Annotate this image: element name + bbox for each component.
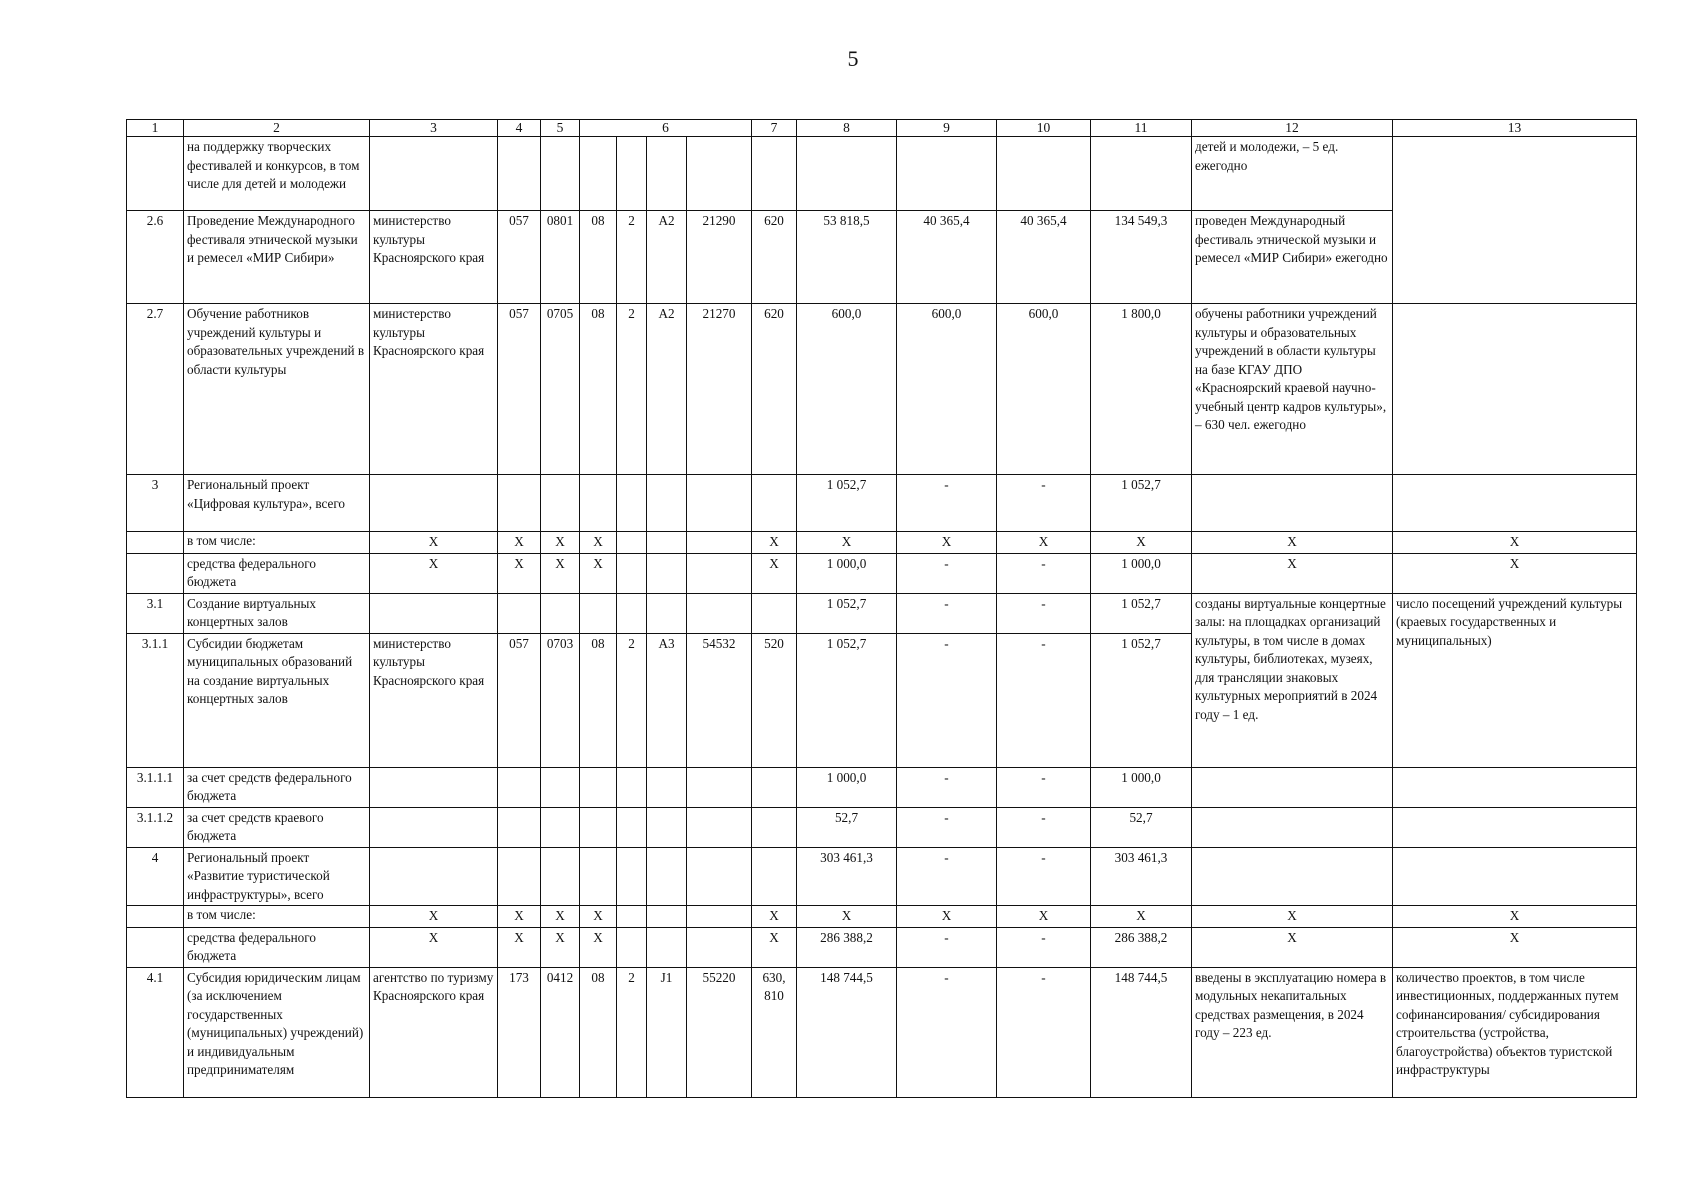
- table-row: [127, 807, 1637, 847]
- measure-name: в том числе:: [184, 906, 370, 928]
- amount-year-3: -: [997, 767, 1091, 807]
- executor: министерство культуры Красноярского края: [370, 211, 498, 304]
- x-mark: X: [752, 553, 797, 593]
- table-row: [127, 137, 1637, 211]
- csr-code-3: А2: [647, 211, 687, 304]
- amount-year-1: 148 744,5: [797, 967, 897, 1097]
- row-number: 2.7: [127, 304, 184, 475]
- measure-name: за счет средств краевого бюджета: [184, 807, 370, 847]
- amount-year-3: -: [997, 847, 1091, 906]
- amount-year-1: 52,7: [797, 807, 897, 847]
- grbs-code: 057: [498, 211, 541, 304]
- x-mark: X: [541, 553, 580, 593]
- table-row: [127, 967, 1637, 1097]
- rzpr-code: 0705: [541, 304, 580, 475]
- measure-name: Региональный проект «Цифровая культура», всего: [184, 475, 370, 532]
- row-number: 2.6: [127, 211, 184, 304]
- measure-name: Проведение Международного фестиваля этнической музыки и ремесел «МИР Сибири»: [184, 211, 370, 304]
- x-mark: X: [1192, 553, 1393, 593]
- header-cell: 12: [1192, 120, 1393, 137]
- expected-result: созданы виртуальные концертные залы: на площадках организаций культуры, в том числе в домах культуры, библиотеках, музеях, для трансляции знаковых культурных мероприятий в 2024 году – 1 ед.: [1192, 593, 1393, 767]
- row-number: 3.1.1.2: [127, 807, 184, 847]
- measure-name: Обучение работников учреждений культуры и образовательных учреждений в области культуры: [184, 304, 370, 475]
- rzpr-code: 0703: [541, 633, 580, 767]
- executor: министерство культуры Красноярского края: [370, 304, 498, 475]
- amount-year-2: -: [897, 927, 997, 967]
- amount-year-2: -: [897, 767, 997, 807]
- table-row: [127, 906, 1637, 928]
- x-mark: X: [997, 532, 1091, 554]
- csr-code-1: 08: [580, 304, 617, 475]
- amount-year-1: 303 461,3: [797, 847, 897, 906]
- amount-total: 134 549,3: [1091, 211, 1192, 304]
- vr-code: 520: [752, 633, 797, 767]
- expected-result: проведен Международный фестиваль этнической музыки и ремесел «МИР Сибири» ежегодно: [1192, 211, 1393, 304]
- measure-name: Региональный проект «Развитие туристической инфраструктуры», всего: [184, 847, 370, 906]
- table-row: [127, 553, 1637, 593]
- row-number: 3.1.1: [127, 633, 184, 767]
- x-mark: X: [498, 906, 541, 928]
- x-mark: X: [580, 906, 617, 928]
- table-row: [127, 593, 1637, 633]
- amount-year-2: -: [897, 475, 997, 532]
- header-cell: 13: [1393, 120, 1637, 137]
- csr-code-3: А2: [647, 304, 687, 475]
- csr-code-2: 2: [617, 304, 647, 475]
- row-number: 3.1.1.1: [127, 767, 184, 807]
- csr-code-2: 2: [617, 633, 647, 767]
- x-mark: X: [1091, 906, 1192, 928]
- amount-year-3: -: [997, 475, 1091, 532]
- measure-name: Субсидия юридическим лицам (за исключением государственных (муниципальных) учреждений) и индивидуальным предпринимателям: [184, 967, 370, 1097]
- x-mark: X: [1091, 532, 1192, 554]
- amount-total: 286 388,2: [1091, 927, 1192, 967]
- x-mark: X: [997, 906, 1091, 928]
- header-cell: 7: [752, 120, 797, 137]
- amount-year-3: -: [997, 553, 1091, 593]
- table-row: [127, 767, 1637, 807]
- header-cell: 10: [997, 120, 1091, 137]
- amount-year-1: 1 000,0: [797, 767, 897, 807]
- table-row: [127, 304, 1637, 475]
- csr-code-1: 08: [580, 967, 617, 1097]
- csr-code-3: А3: [647, 633, 687, 767]
- x-mark: X: [498, 553, 541, 593]
- amount-year-3: -: [997, 633, 1091, 767]
- row-number: 4.1: [127, 967, 184, 1097]
- amount-year-2: -: [897, 553, 997, 593]
- amount-total: 1 052,7: [1091, 633, 1192, 767]
- x-mark: X: [370, 532, 498, 554]
- x-mark: X: [498, 532, 541, 554]
- amount-year-1: 53 818,5: [797, 211, 897, 304]
- x-mark: X: [1393, 906, 1637, 928]
- grbs-code: 057: [498, 633, 541, 767]
- csr-code-4: 55220: [687, 967, 752, 1097]
- amount-year-1: 1 052,7: [797, 475, 897, 532]
- amount-year-2: 40 365,4: [897, 211, 997, 304]
- amount-total: 52,7: [1091, 807, 1192, 847]
- measure-name: Субсидии бюджетам муниципальных образований на создание виртуальных концертных залов: [184, 633, 370, 767]
- amount-year-1: 1 052,7: [797, 593, 897, 633]
- x-mark: X: [897, 906, 997, 928]
- x-mark: X: [370, 927, 498, 967]
- amount-year-2: -: [897, 847, 997, 906]
- executor: министерство культуры Красноярского края: [370, 633, 498, 767]
- header-cell: 2: [184, 120, 370, 137]
- amount-year-1: 1 000,0: [797, 553, 897, 593]
- amount-total: 1 800,0: [1091, 304, 1192, 475]
- csr-code-3: J1: [647, 967, 687, 1097]
- header-cell: 3: [370, 120, 498, 137]
- program-measures-table: [126, 119, 1637, 1098]
- x-mark: X: [797, 532, 897, 554]
- csr-code-4: 54532: [687, 633, 752, 767]
- amount-year-2: -: [897, 967, 997, 1097]
- expected-result: обучены работники учреждений культуры и образовательных учреждений в области культуры на базе КГАУ ДПО «Красноярский краевой научно-учебный центр кадров культуры», – 630 чел. ежегодно: [1192, 304, 1393, 475]
- amount-year-1: 286 388,2: [797, 927, 897, 967]
- csr-code-2: 2: [617, 211, 647, 304]
- amount-year-3: -: [997, 927, 1091, 967]
- measure-name: за счет средств федерального бюджета: [184, 767, 370, 807]
- rzpr-code: 0801: [541, 211, 580, 304]
- row-number: 4: [127, 847, 184, 906]
- header-cell: 8: [797, 120, 897, 137]
- x-mark: X: [1393, 553, 1637, 593]
- target-indicator: количество проектов, в том числе инвестиционных, поддержанных путем софинансирования/ субсидирования строительства (устройства, благоустройства) объектов туристской инфраструктуры: [1393, 967, 1637, 1097]
- vr-code: 630, 810: [752, 967, 797, 1097]
- header-cell: 9: [897, 120, 997, 137]
- x-mark: X: [897, 532, 997, 554]
- amount-year-2: -: [897, 593, 997, 633]
- amount-year-3: 600,0: [997, 304, 1091, 475]
- expected-result: детей и молодежи, – 5 ед. ежегодно: [1192, 137, 1393, 211]
- x-mark: X: [580, 532, 617, 554]
- x-mark: X: [752, 532, 797, 554]
- amount-total: 1 052,7: [1091, 475, 1192, 532]
- x-mark: X: [541, 532, 580, 554]
- x-mark: X: [541, 906, 580, 928]
- measure-name: на поддержку творческих фестивалей и конкурсов, в том числе для детей и молодежи: [184, 137, 370, 211]
- header-cell: 6: [580, 120, 752, 137]
- measure-name: Создание виртуальных концертных залов: [184, 593, 370, 633]
- x-mark: X: [498, 927, 541, 967]
- amount-year-2: -: [897, 807, 997, 847]
- amount-total: 1 000,0: [1091, 553, 1192, 593]
- csr-code-1: 08: [580, 211, 617, 304]
- vr-code: 620: [752, 211, 797, 304]
- expected-result: введены в эксплуатацию номера в модульных некапитальных средствах размещения, в 2024 году – 223 ед.: [1192, 967, 1393, 1097]
- csr-code-4: 21290: [687, 211, 752, 304]
- amount-total: 303 461,3: [1091, 847, 1192, 906]
- x-mark: X: [580, 927, 617, 967]
- table-row: [127, 927, 1637, 967]
- x-mark: X: [370, 906, 498, 928]
- amount-total: 1 052,7: [1091, 593, 1192, 633]
- executor: агентство по туризму Красноярского края: [370, 967, 498, 1097]
- row-number: 3.1: [127, 593, 184, 633]
- x-mark: X: [752, 927, 797, 967]
- amount-year-3: -: [997, 807, 1091, 847]
- amount-year-3: -: [997, 593, 1091, 633]
- csr-code-1: 08: [580, 633, 617, 767]
- header-row: [127, 120, 1637, 137]
- row-number: 3: [127, 475, 184, 532]
- measure-name: в том числе:: [184, 532, 370, 554]
- measure-name: средства федерального бюджета: [184, 927, 370, 967]
- amount-year-1: 600,0: [797, 304, 897, 475]
- grbs-code: 173: [498, 967, 541, 1097]
- csr-code-4: 21270: [687, 304, 752, 475]
- x-mark: X: [1393, 532, 1637, 554]
- amount-total: 148 744,5: [1091, 967, 1192, 1097]
- x-mark: X: [1192, 906, 1393, 928]
- amount-year-3: 40 365,4: [997, 211, 1091, 304]
- x-mark: X: [752, 906, 797, 928]
- x-mark: X: [370, 553, 498, 593]
- table-row: [127, 475, 1637, 532]
- vr-code: 620: [752, 304, 797, 475]
- amount-year-3: -: [997, 967, 1091, 1097]
- table-row: [127, 532, 1637, 554]
- grbs-code: 057: [498, 304, 541, 475]
- x-mark: X: [1192, 532, 1393, 554]
- x-mark: X: [580, 553, 617, 593]
- header-cell: 5: [541, 120, 580, 137]
- x-mark: X: [1192, 927, 1393, 967]
- page-number: 5: [847, 46, 859, 71]
- header-cell: 1: [127, 120, 184, 137]
- csr-code-2: 2: [617, 967, 647, 1097]
- amount-total: 1 000,0: [1091, 767, 1192, 807]
- table-row: [127, 847, 1637, 906]
- x-mark: X: [1393, 927, 1637, 967]
- x-mark: X: [541, 927, 580, 967]
- measure-name: средства федерального бюджета: [184, 553, 370, 593]
- header-cell: 11: [1091, 120, 1192, 137]
- amount-year-2: 600,0: [897, 304, 997, 475]
- target-indicator: число посещений учреждений культуры (краевых государственных и муниципальных): [1393, 593, 1637, 767]
- rzpr-code: 0412: [541, 967, 580, 1097]
- x-mark: X: [797, 906, 897, 928]
- amount-year-2: -: [897, 633, 997, 767]
- amount-year-1: 1 052,7: [797, 633, 897, 767]
- header-cell: 4: [498, 120, 541, 137]
